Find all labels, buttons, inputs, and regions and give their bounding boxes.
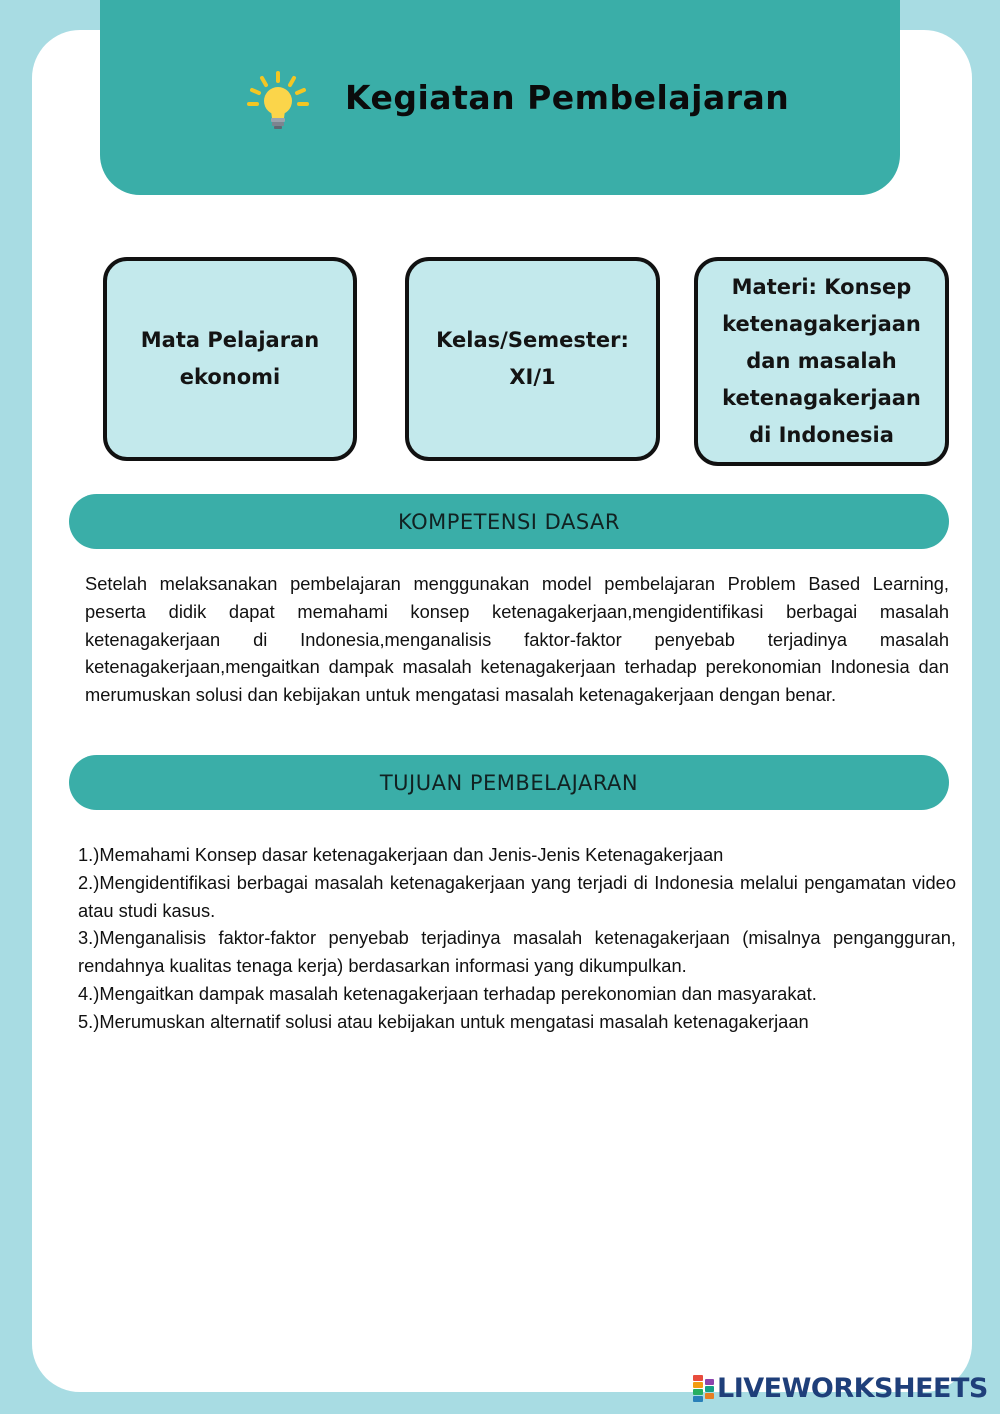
subject-box: [103, 257, 357, 461]
class-semester-value: XI/1: [509, 365, 556, 389]
subject-value: ekonomi: [179, 365, 281, 389]
list-item: 4.)Mengaitkan dampak masalah ketenagakerjaan terhadap perekonomian dan masyarakat.: [78, 982, 817, 1004]
material-line: ketenagakerjaan: [722, 386, 921, 410]
learning-objectives-list: [78, 841, 956, 1036]
material-box: [694, 257, 949, 466]
list-item: 1.)Memahami Konsep dasar ketenagakerjaan dan Jenis-Jenis Ketenagakerjaan: [78, 844, 724, 865]
material-line: Materi: Konsep: [731, 275, 912, 299]
lightbulb-icon: [246, 70, 310, 130]
brand-name: LIVEWORKSHEETS: [717, 1373, 988, 1404]
material-line: dan masalah: [746, 349, 897, 373]
subject-label: Mata Pelajaran: [140, 328, 320, 352]
worksheet-card: [32, 30, 972, 1392]
list-item: 2.)Mengidentifikasi berbagai masalah ketenagakerjaan yang terjadi di Indonesia melalui pengamatan video atau studi kasus.: [78, 871, 956, 921]
material-line: di Indonesia: [749, 423, 894, 447]
kompetensi-dasar-text: Setelah melaksanakan pembelajaran menggunakan model pembelajaran Problem Based Learning, peserta didik dapat memahami konsep ketenagakerjaan,mengidentifikasi berbagai masalah ketenagakerjaan di Indonesia,menganalisis faktor-faktor penyebab terjadinya masalah ketenagakerjaan,mengaitkan dampak masalah ketenagakerjaan terhadap perekonomian Indonesia dan merumuskan solusi dan kebijakan untuk mengatasi masalah ketenagakerjaan dengan benar.: [85, 573, 949, 706]
class-semester-box: [405, 257, 660, 461]
liveworksheets-brand[interactable]: [693, 1373, 988, 1404]
class-semester-label: Kelas/Semester:: [436, 328, 629, 352]
tujuan-pembelajaran-heading: TUJUAN PEMBELAJARAN: [69, 755, 949, 810]
kompetensi-dasar-heading: KOMPETENSI DASAR: [69, 494, 949, 549]
list-item: 5.)Merumuskan alternatif solusi atau kebijakan untuk mengatasi masalah ketenagakerjaan: [78, 1010, 809, 1032]
page-title: Kegiatan Pembelajaran: [345, 78, 790, 117]
list-item: 3.)Menganalisis faktor-faktor penyebab terjadinya masalah ketenagakerjaan (misalnya pengangguran, rendahnya kualitas tenaga kerja) berdasarkan informasi yang dikumpulkan.: [78, 927, 956, 977]
material-line: ketenagakerjaan: [722, 312, 921, 336]
liveworksheets-logo-icon: [693, 1375, 715, 1403]
